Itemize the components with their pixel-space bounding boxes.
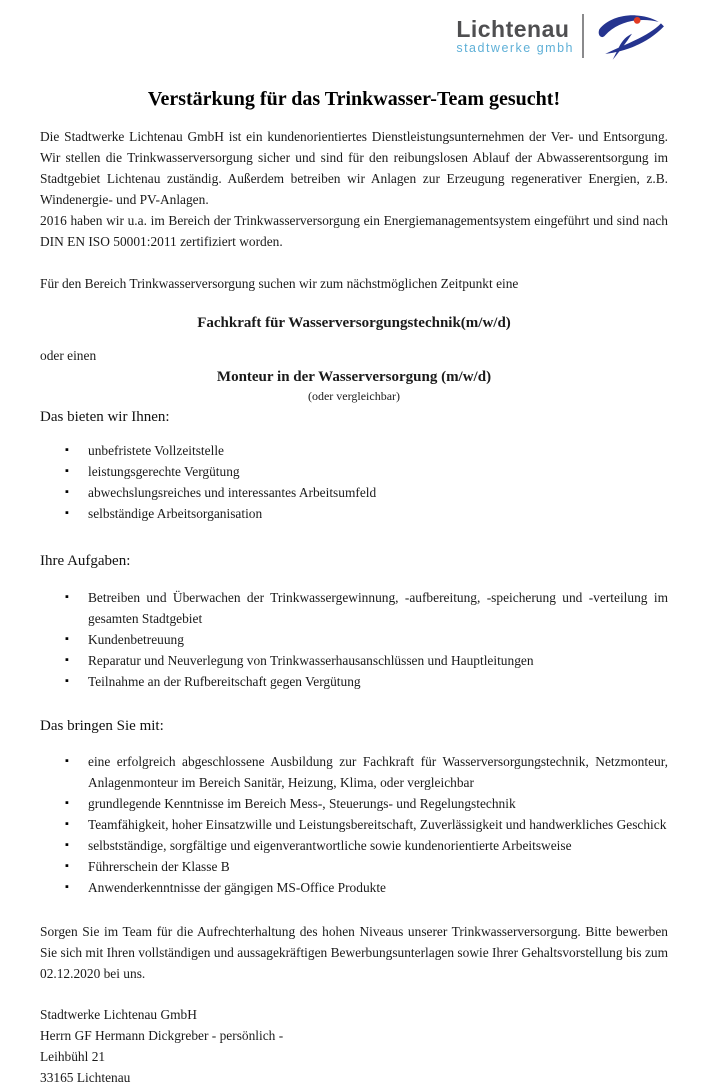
address-contact-person: Herrn GF Hermann Dickgreber - persönlich - [40, 1028, 284, 1043]
list-item: ▪ Kundenbetreuung [40, 629, 668, 650]
logo-subtitle: stadtwerke gmbh [456, 41, 574, 55]
list-item: ▪ unbefristete Vollzeitstelle [40, 440, 668, 461]
list-item: ▪ leistungsgerechte Vergütung [40, 461, 668, 482]
page-title: Verstärkung für das Trinkwasser-Team gesucht! [147, 88, 561, 110]
logo-company-name: Lichtenau [456, 16, 570, 42]
list-item: ▪ Betreiben und Überwachen der Trinkwassergewinnung, -aufbereitung, -speicherung und -verteilung im gesamten Stadtgebiet [40, 587, 668, 629]
logo-swoosh-icon [590, 10, 668, 62]
list-item: ▪ eine erfolgreich abgeschlossene Ausbildung zur Fachkraft für Wasserversorgungstechnik, Netzmonteur, Anlagenmonteur im Bereich Sanitär, Heizung, Klima, oder vergleichbar [40, 751, 668, 793]
logo-wordmark [456, 17, 574, 55]
list-item: ▪ abwechslungsreiches und interessantes Arbeitsumfeld [40, 482, 668, 503]
closing-paragraph: Sorgen Sie im Team für die Aufrechterhaltung des hohen Niveaus unserer Trinkwasserversorgung. Bitte bewerben Sie sich mit Ihren vollständigen und aussagekräftigen Bewerbungsunterlagen sowie Ihrer Gehaltsvorstellung bis zum 02.12.2020 bei uns. [40, 924, 668, 981]
tasks-list [40, 587, 668, 692]
position-title-secondary: Monteur in der Wasserversorgung (m/w/d) [216, 369, 492, 385]
list-item: ▪ selbständige Arbeitsorganisation [40, 503, 668, 524]
position-connector: oder einen [40, 348, 97, 363]
intro-paragraph-1: Die Stadtwerke Lichtenau GmbH ist ein kundenorientiertes Dienstleistungsunternehmen der Ver- und Entsorgung. Wir stellen die Trinkwasserversorgung sicher und sind für den reibungslosen Ablauf der Abwasserentsorgung im Stadtgebiet Lichtenau zuständig. Außerdem betreiben wir Anlagen zur Erzeugung regenerativer Energien, z.B. Windenergie- und PV-Anlagen. [40, 129, 668, 207]
section-heading-tasks: Ihre Aufgaben: [40, 553, 131, 569]
position-note: (oder vergleichbar) [307, 389, 401, 403]
list-item: ▪ Reparatur und Neuverlegung von Trinkwasserhausanschlüssen und Hauptleitungen [40, 650, 668, 671]
list-item: ▪ Teamfähigkeit, hoher Einsatzwille und Leistungsbereitschaft, Zuverlässigkeit und handwerkliches Geschick [40, 814, 668, 835]
address-company: Stadtwerke Lichtenau GmbH [40, 1007, 197, 1022]
intro-paragraph-2: 2016 haben wir u.a. im Bereich der Trinkwasserversorgung ein Energiemanagementsystem eingeführt und sind nach DIN EN ISO 50001:2011 zertifiziert worden. [40, 213, 668, 249]
section-heading-requirements: Das bringen Sie mit: [40, 718, 164, 734]
intro-paragraph-3: Für den Bereich Trinkwasserversorgung suchen wir zum nächstmöglichen Zeitpunkt eine [40, 276, 519, 291]
section-heading-offer: Das bieten wir Ihnen: [40, 409, 170, 425]
list-item: ▪ Teilnahme an der Rufbereitschaft gegen Vergütung [40, 671, 668, 692]
offer-list [40, 440, 668, 524]
list-item: ▪ Anwenderkenntnisse der gängigen MS-Office Produkte [40, 877, 668, 898]
logo-divider [582, 14, 584, 58]
address-city: 33165 Lichtenau [40, 1070, 131, 1085]
company-logo [40, 8, 668, 64]
position-title-primary: Fachkraft für Wasserversorgungstechnik(m/w/d) [197, 315, 511, 331]
list-item: ▪ selbstständige, sorgfältige und eigenverantwortliche sowie kundenorientierte Arbeitsweise [40, 835, 668, 856]
list-item: ▪ grundlegende Kenntnisse im Bereich Mess-, Steuerungs- und Regelungstechnik [40, 793, 668, 814]
list-item: ▪ Führerschein der Klasse B [40, 856, 668, 877]
address-street: Leihbühl 21 [40, 1049, 106, 1064]
requirements-list [40, 751, 668, 898]
company-address-block [40, 1004, 668, 1088]
